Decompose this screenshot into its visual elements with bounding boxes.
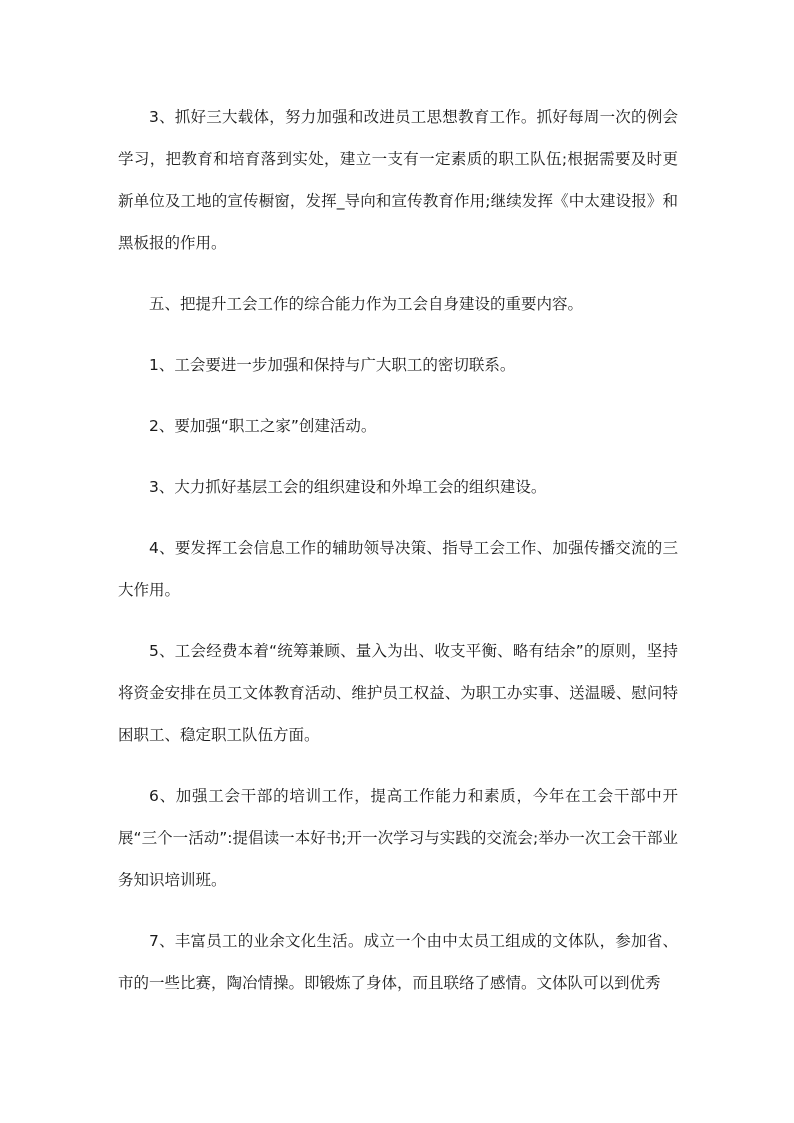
paragraph-item-4: 4、要发挥工会信息工作的辅助领导决策、指导工会工作、加强传播交流的三大作用。 <box>118 539 678 599</box>
document-page <box>118 96 678 1023</box>
paragraph-item-3-carriers: 3、抓好三大载体，努力加强和改进员工思想教育工作。抓好每周一次的例会学习，把教育和培育落到实处，建立一支有一定素质的职工队伍;根据需要及时更新单位及工地的宣传橱窗，发挥_导向和宣传教育作用;继续发挥《中太建设报》和黑板报的作用。 <box>118 108 678 252</box>
paragraph-item-3: 3、大力抓好基层工会的组织建设和外埠工会的组织建设。 <box>149 478 547 496</box>
paragraph-item-5: 5、工会经费本着“统筹兼顾、量入为出、收支平衡、略有结余”的原则，坚持将资金安排在员工文体教育活动、维护员工权益、为职工办实事、送温暖、慰问特困职工、稳定职工队伍方面。 <box>118 642 678 744</box>
paragraph-item-7: 7、丰富员工的业余文化生活。成立一个由中太员工组成的文体队，参加省、市的一些比赛，陶冶情操。即锻炼了身体，而且联络了感情。文体队可以到优秀 <box>118 932 678 992</box>
section-heading-five: 五、把提升工会工作的综合能力作为工会自身建设的重要内容。 <box>149 295 584 313</box>
paragraph-item-1: 1、工会要进一步加强和保持与广大职工的密切联系。 <box>149 356 516 374</box>
paragraph-item-6: 6、加强工会干部的培训工作，提高工作能力和素质，今年在工会干部中开展“三个一活动”:提倡读一本好书;开一次学习与实践的交流会;举办一次工会干部业务知识培训班。 <box>118 787 678 889</box>
paragraph-item-2: 2、要加强“职工之家”创建活动。 <box>149 417 377 435</box>
